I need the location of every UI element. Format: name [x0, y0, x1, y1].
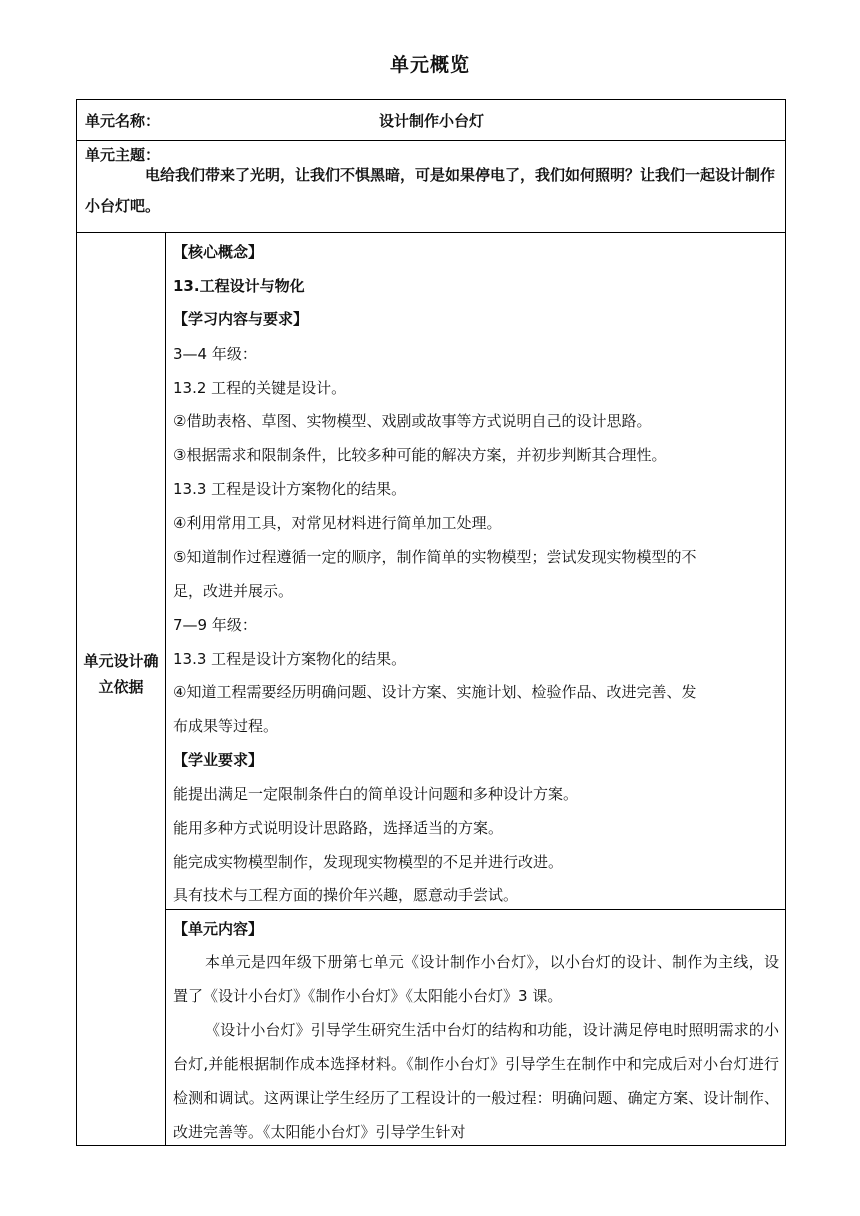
item-4-b-line2: 布成果等过程。: [173, 717, 279, 735]
academic-requirement-1: 能提出满足一定限制条件白的简单设计问题和多种设计方案。: [173, 785, 579, 803]
column-divider: [165, 232, 166, 1146]
learning-heading: 【学习内容与要求】: [173, 310, 309, 328]
unit-theme-text: 电给我们带来了光明，让我们不惧黑暗，可是如果停电了，我们如何照明？让我们一起设计制作小台灯吧。: [85, 166, 776, 215]
item-13-3-a: 13.3 工程是设计方案物化的结果。: [173, 480, 407, 498]
unit-theme-label: 单元主题：: [85, 146, 161, 164]
academic-requirement-3: 能完成实物模型制作，发现现实物模型的不足并进行改进。: [173, 853, 564, 871]
row-divider: [77, 140, 785, 141]
overview-table: [76, 99, 786, 1146]
unit-content-paragraph-2: 《设计小台灯》引导学生研究生活中台灯的结构和功能，设计满足停电时照明需求的小台灯,并能根据制作成本选择材料。《制作小台灯》引导学生在制作中和完成后对小台灯进行检测和调试。这两课让学生经历了工程设计的一般过程：明确问题、确定方案、设计制作、改进完善等。《太阳能小台灯》引导学生针对: [173, 1021, 779, 1141]
item-13-3-b: 13.3 工程是设计方案物化的结果。: [173, 650, 407, 668]
academic-requirement-4: 具有技术与工程方面的操价年兴趣，愿意动手尝试。: [173, 886, 519, 904]
item-5-line2: 足，改进并展示。: [173, 582, 294, 600]
item-3: ③根据需求和限制条件，比较多种可能的解决方案，并初步判断其合理性。: [173, 446, 667, 464]
academic-heading: 【学业要求】: [173, 751, 264, 769]
unit-content-paragraph-1: 本单元是四年级下册第七单元《设计制作小台灯》，以小台灯的设计、制作为主线，设置了《设计小台灯》《制作小台灯》《太阳能小台灯》3 课。: [173, 953, 779, 1005]
item-13-2: 13.2 工程的关键是设计。: [173, 379, 347, 397]
core-concept-heading: 【核心概念】: [173, 243, 264, 261]
unit-name-value: 设计制作小台灯: [379, 112, 485, 130]
academic-requirement-2: 能用多种方式说明设计思路路，选择适当的方案。: [173, 819, 504, 837]
item-5-line1: ⑤知道制作过程遵循一定的顺序，制作简单的实物模型；尝试发现实物模型的不: [173, 548, 697, 566]
item-2: ②借助表格、草图、实物模型、戏剧或故事等方式说明自己的设计思路。: [173, 412, 652, 430]
core-concept: 13.工程设计与物化: [173, 277, 305, 295]
page-title: 单元概览: [389, 54, 470, 76]
unit-name-label: 单元名称：: [85, 112, 161, 130]
grade-3-4: 3—4 年级：: [173, 345, 257, 363]
unit-content-heading: 【单元内容】: [173, 920, 264, 938]
item-4-b-line1: ④知道工程需要经历明确问题、设计方案、实施计划、检验作品、改进完善、发: [173, 683, 697, 701]
design-basis-label: 单元设计确立依据: [83, 652, 159, 696]
row-divider: [165, 909, 785, 910]
grade-7-9: 7—9 年级：: [173, 616, 257, 634]
item-4-a: ④利用常用工具，对常见材料进行简单加工处理。: [173, 514, 502, 532]
row-divider: [77, 232, 785, 233]
